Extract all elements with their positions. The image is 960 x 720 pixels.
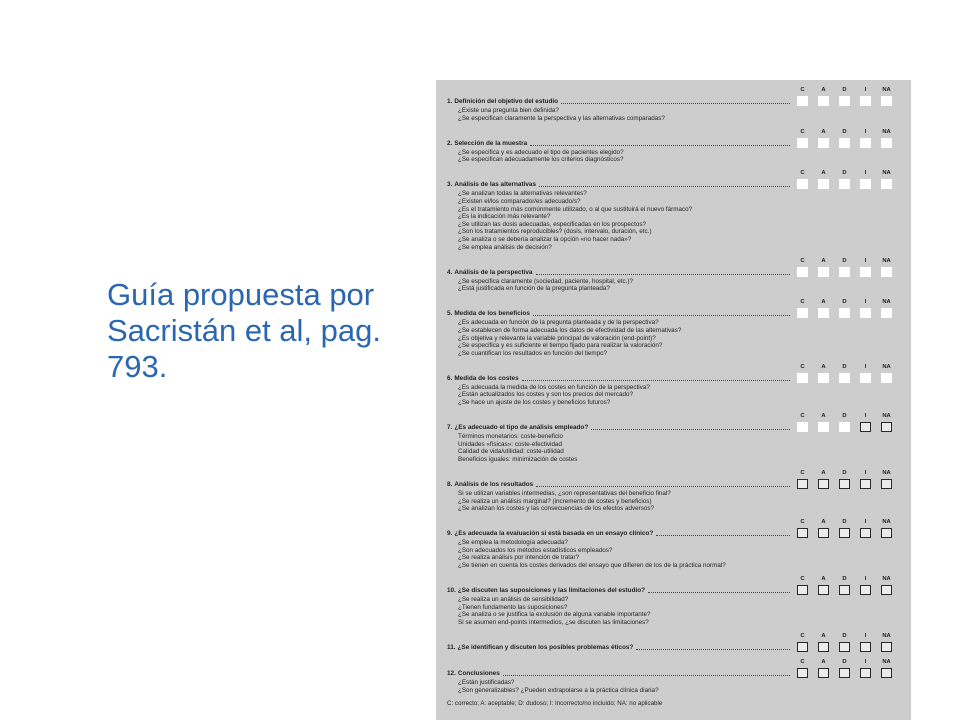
checklist-question: ¿Se especifica claramente (sociedad, paciente, hospital, etc.)? <box>458 277 634 285</box>
rating-checkbox-i <box>860 96 871 106</box>
rating-column-label: I <box>864 257 867 264</box>
rating-column-label: A <box>821 576 826 583</box>
rating-checkbox-i <box>860 668 871 678</box>
rating-column-label: C <box>800 576 805 583</box>
rating-checkbox-i <box>860 528 871 538</box>
checklist-question: ¿Está justificada en función de la pregunta planteada? <box>458 285 610 293</box>
checklist-section <box>436 127 911 164</box>
checklist-section <box>436 297 911 357</box>
rating-column-labels <box>797 168 903 178</box>
rating-checkbox-a <box>818 585 829 595</box>
rating-checkbox-d <box>839 422 850 432</box>
section-title <box>447 139 790 148</box>
rating-checkbox-d <box>839 479 850 489</box>
rating-checkbox-na <box>881 528 892 538</box>
rating-checkboxes <box>797 266 903 278</box>
rating-checkboxes <box>797 584 903 596</box>
rating-checkbox-a <box>818 479 829 489</box>
checklist-question: ¿Se especifica y es suficiente el tiempo fijado para realizar la valoración? <box>458 342 663 350</box>
dotted-leader <box>503 675 790 676</box>
checklist-question: ¿Se establecen de forma adecuada los datos de efectividad de las alternativas? <box>458 326 682 334</box>
rating-column-label: D <box>842 257 847 264</box>
rating-checkboxes <box>797 667 903 679</box>
rating-column-label: C <box>800 519 805 526</box>
rating-column-label: D <box>842 519 847 526</box>
rating-column-label: I <box>864 299 867 306</box>
rating-header <box>436 168 911 178</box>
rating-column-label: A <box>821 632 826 639</box>
section-title-text: Definición del objetivo del estudio <box>454 98 559 105</box>
rating-checkbox-i <box>860 267 871 277</box>
section-title <box>447 643 790 652</box>
checklist-question: ¿Se emplea la metodología adecuada? <box>458 539 568 547</box>
checklist-section <box>436 411 911 463</box>
section-title <box>447 268 790 277</box>
rating-checkbox-na <box>881 138 892 148</box>
dotted-leader <box>656 535 790 536</box>
section-number: 11. <box>447 643 456 651</box>
rating-checkbox-d <box>839 267 850 277</box>
section-number: 7. <box>447 424 453 432</box>
section-title-text: Análisis de las alternativas <box>454 181 537 189</box>
rating-column-label: A <box>821 128 826 135</box>
rating-column-label: C <box>800 659 805 666</box>
section-title-row <box>436 527 911 539</box>
section-title <box>447 180 790 189</box>
dotted-leader <box>636 649 790 650</box>
rating-column-label: NA <box>882 632 891 639</box>
rating-checkbox-a <box>818 267 829 277</box>
section-title-text: ¿Es adecuada la evaluación si está basada en un ensayo clínico? <box>454 530 654 538</box>
rating-column-label: I <box>864 659 867 666</box>
rating-column-label: D <box>842 299 847 306</box>
rating-checkbox-a <box>818 422 829 432</box>
rating-column-labels <box>797 657 903 667</box>
section-number: 4. <box>447 268 453 276</box>
rating-header <box>436 256 911 266</box>
rating-header <box>436 468 911 478</box>
rating-column-label: I <box>864 170 867 177</box>
checklist-section <box>436 362 911 407</box>
rating-header <box>436 631 911 641</box>
section-title-row <box>436 95 911 107</box>
rating-checkbox-i <box>860 373 871 383</box>
rating-checkbox-d <box>839 179 850 189</box>
checklist-question: ¿Se realiza un análisis marginal? (incremento de costes y beneficios) <box>458 497 652 505</box>
checklist-question: ¿Existe una pregunta bien definida? <box>458 107 559 114</box>
slide-caption: Guía propuesta por Sacristán et al, pag. 793. <box>107 277 381 384</box>
section-number: 3. <box>447 181 453 189</box>
rating-legend: C: correcto; A: aceptable; D: dudoso; I: Incorrecto/no incluido; NA: no aplicable <box>447 700 663 708</box>
rating-checkboxes <box>797 137 903 149</box>
rating-column-label: A <box>821 170 826 177</box>
section-number: 1. <box>447 98 453 105</box>
rating-checkbox-c <box>797 422 808 432</box>
rating-header <box>436 362 911 372</box>
section-title <box>447 529 790 538</box>
dotted-leader <box>536 486 790 487</box>
rating-column-labels <box>797 85 903 95</box>
rating-header <box>436 657 911 667</box>
rating-checkboxes <box>797 307 903 319</box>
checklist-question: ¿Se cuantifican los resultados en función del tiempo? <box>458 349 608 357</box>
rating-checkbox-na <box>881 179 892 189</box>
rating-column-label: C <box>800 632 805 639</box>
rating-column-label: C <box>800 299 805 306</box>
section-title <box>447 309 790 318</box>
rating-column-label: NA <box>882 257 891 264</box>
rating-column-label: A <box>821 469 826 476</box>
rating-header <box>436 411 911 421</box>
rating-checkbox-i <box>860 179 871 189</box>
section-title-row <box>436 178 911 190</box>
section-number: 9. <box>447 530 453 538</box>
section-title <box>447 480 790 489</box>
rating-column-label: NA <box>882 170 891 177</box>
rating-checkbox-a <box>818 179 829 189</box>
rating-column-label: D <box>842 363 847 370</box>
rating-column-labels <box>797 411 903 421</box>
rating-checkboxes <box>797 478 903 490</box>
checklist-question: ¿Se hace un ajuste de los costes y beneficios futuros? <box>458 398 611 406</box>
rating-checkboxes <box>797 527 903 539</box>
section-number: 6. <box>447 374 453 382</box>
rating-column-label: I <box>864 519 867 526</box>
rating-column-label: NA <box>882 128 891 135</box>
checklist-sections <box>436 85 911 695</box>
section-title-row <box>436 584 911 596</box>
rating-column-label: D <box>842 659 847 666</box>
rating-checkbox-i <box>860 308 871 318</box>
rating-checkbox-a <box>818 668 829 678</box>
checklist-section <box>436 574 911 626</box>
rating-checkbox-i <box>860 138 871 148</box>
rating-checkbox-d <box>839 138 850 148</box>
section-title-text: ¿Se discuten las suposiciones y las limitaciones del estudio? <box>457 587 646 595</box>
section-title-row <box>436 137 911 149</box>
checklist-question: ¿Están actualizados los costes y son los precios del mercado? <box>458 391 633 399</box>
section-title-text: Conclusiones <box>457 670 500 678</box>
rating-column-label: C <box>800 87 805 93</box>
section-title-row <box>436 307 911 319</box>
rating-checkbox-d <box>839 668 850 678</box>
rating-column-labels <box>797 256 903 266</box>
rating-checkbox-i <box>860 585 871 595</box>
checklist-question: ¿Se analiza o se debería analizar la opción «no hacer nada»? <box>458 235 632 243</box>
rating-column-label: D <box>842 170 847 177</box>
rating-checkbox-c <box>797 479 808 489</box>
checklist-question: ¿Son adecuados los métodos estadísticos empleados? <box>458 546 613 554</box>
checklist-section <box>436 468 911 513</box>
rating-checkbox-a <box>818 96 829 106</box>
checklist-question: ¿Se emplea análisis de decisión? <box>458 243 552 251</box>
checklist-section <box>436 168 911 251</box>
rating-column-label: NA <box>882 299 891 306</box>
checklist-question: ¿Es la indicación más relevante? <box>458 213 551 221</box>
dotted-leader <box>533 315 790 316</box>
section-title <box>447 586 790 595</box>
rating-checkbox-c <box>797 668 808 678</box>
rating-checkbox-d <box>839 308 850 318</box>
rating-column-label: I <box>864 632 867 639</box>
checklist-section <box>436 631 911 653</box>
checklist-section <box>436 256 911 293</box>
section-number: 8. <box>447 480 453 488</box>
rating-column-labels <box>797 127 903 137</box>
rating-column-label: A <box>821 519 826 526</box>
rating-column-label: A <box>821 363 826 370</box>
rating-checkbox-c <box>797 267 808 277</box>
rating-checkbox-d <box>839 642 850 652</box>
checklist-question: ¿Existen el/los comparador/es adecuado/s? <box>458 197 581 205</box>
checklist-question: ¿Es objetiva y relevante la variable principal de valoración (end-point)? <box>458 334 656 342</box>
rating-checkbox-c <box>797 96 808 106</box>
rating-column-label: NA <box>882 659 891 666</box>
dotted-leader <box>591 429 790 430</box>
rating-checkbox-c <box>797 138 808 148</box>
checklist-question: Beneficios iguales: minimización de costes <box>458 455 578 463</box>
rating-header <box>436 517 911 527</box>
rating-checkboxes <box>797 421 903 433</box>
checklist-section <box>436 517 911 569</box>
rating-checkboxes <box>797 95 903 107</box>
checklist-question: ¿Se especifica y es adecuado el tipo de pacientes elegido? <box>458 148 624 156</box>
rating-column-label: C <box>800 413 805 420</box>
dotted-leader <box>539 186 790 187</box>
section-title <box>447 97 790 106</box>
rating-column-label: A <box>821 299 826 306</box>
rating-checkbox-i <box>860 422 871 432</box>
rating-column-label: A <box>821 413 826 420</box>
section-title-text: Medida de los costes <box>454 374 519 382</box>
rating-column-labels <box>797 574 903 584</box>
checklist-question: ¿Es el tratamiento más comúnmente utilizado, o al que sustituirá el nuevo fármaco? <box>458 205 693 213</box>
rating-checkbox-na <box>881 585 892 595</box>
rating-checkbox-i <box>860 642 871 652</box>
dotted-leader <box>536 274 791 275</box>
rating-column-label: NA <box>882 519 891 526</box>
rating-column-label: C <box>800 469 805 476</box>
rating-checkbox-na <box>881 479 892 489</box>
section-title-row <box>436 641 911 653</box>
section-title-text: Análisis de los resultados <box>454 480 534 488</box>
rating-column-labels <box>797 517 903 527</box>
checklist-question: ¿Se realiza análisis por intención de tratar? <box>458 554 580 562</box>
checklist-question: ¿Se utilizan las dosis adecuadas, especificadas en los prospectos? <box>458 220 646 228</box>
rating-column-label: I <box>864 363 867 370</box>
rating-checkbox-na <box>881 668 892 678</box>
section-title <box>447 669 790 678</box>
rating-column-labels <box>797 297 903 307</box>
rating-checkbox-d <box>839 373 850 383</box>
rating-checkboxes <box>797 641 903 653</box>
rating-checkbox-d <box>839 585 850 595</box>
checklist-question: ¿Se especifican claramente la perspectiva y las alternativas comparadas? <box>458 114 665 122</box>
rating-column-label: I <box>864 87 867 93</box>
rating-column-labels <box>797 362 903 372</box>
rating-checkbox-a <box>818 308 829 318</box>
rating-checkbox-d <box>839 528 850 538</box>
checklist-question: ¿Es adecuada en función de la pregunta planteada y de la perspectiva? <box>458 319 659 327</box>
section-title-text: Selección de la muestra <box>454 139 528 147</box>
checklist-question: Calidad de vida/utilidad: coste-utilidad <box>458 448 564 456</box>
section-number: 5. <box>447 310 453 318</box>
section-title-row <box>436 372 911 384</box>
rating-header <box>436 574 911 584</box>
rating-checkbox-na <box>881 96 892 106</box>
rating-checkboxes <box>797 178 903 190</box>
rating-column-label: I <box>864 413 867 420</box>
rating-column-label: A <box>821 87 826 93</box>
rating-checkbox-c <box>797 179 808 189</box>
rating-checkbox-a <box>818 528 829 538</box>
rating-column-label: I <box>864 576 867 583</box>
rating-column-label: C <box>800 128 805 135</box>
dotted-leader <box>522 380 790 381</box>
rating-column-label: NA <box>882 363 891 370</box>
section-title-row <box>436 478 911 490</box>
section-title <box>447 423 790 432</box>
rating-column-label: NA <box>882 413 891 420</box>
rating-column-label: D <box>842 128 847 135</box>
rating-column-label: C <box>800 170 805 177</box>
rating-checkboxes <box>797 372 903 384</box>
rating-column-label: NA <box>882 469 891 476</box>
rating-column-label: I <box>864 469 867 476</box>
rating-checkbox-c <box>797 373 808 383</box>
rating-column-label: D <box>842 469 847 476</box>
checklist-question: ¿Se especifican adecuadamente los criterios diagnósticos? <box>458 156 624 164</box>
rating-checkbox-i <box>860 479 871 489</box>
checklist-question: ¿Se analizan los costes y las consecuencias de los efectos adversos? <box>458 505 655 513</box>
rating-column-label: NA <box>882 576 891 583</box>
rating-checkbox-na <box>881 308 892 318</box>
section-title-row <box>436 667 911 679</box>
section-number: 12. <box>447 670 456 678</box>
dotted-leader <box>648 592 790 593</box>
rating-checkbox-c <box>797 642 808 652</box>
rating-checkbox-a <box>818 373 829 383</box>
rating-column-label: D <box>842 576 847 583</box>
section-title <box>447 374 790 383</box>
rating-checkbox-a <box>818 138 829 148</box>
rating-checkbox-c <box>797 528 808 538</box>
section-title-text: Medida de los beneficios <box>454 310 530 318</box>
rating-header <box>436 127 911 137</box>
checklist-question: ¿Se realiza un análisis de sensibilidad? <box>458 596 569 604</box>
checklist-question: ¿Son los tratamientos reproducibles? (dosis, intervalo, duración, etc.) <box>458 228 652 236</box>
checklist-question: ¿Son generalizables? ¿Pueden extrapolarse a la práctica clínica diaria? <box>458 687 659 695</box>
checklist-question: Unidades «físicas»: coste-efectividad <box>458 440 562 448</box>
section-title-text: ¿Se identifican y discuten los posibles problemas éticos? <box>457 643 634 651</box>
rating-column-label: I <box>864 128 867 135</box>
rating-column-label: D <box>842 413 847 420</box>
rating-column-labels <box>797 631 903 641</box>
rating-checkbox-na <box>881 267 892 277</box>
checklist-question: ¿Es adecuada la medida de los costes en función de la perspectiva? <box>458 383 650 391</box>
rating-checkbox-c <box>797 308 808 318</box>
checklist-scan <box>436 80 911 720</box>
rating-checkbox-a <box>818 642 829 652</box>
dotted-leader <box>561 103 790 104</box>
rating-column-label: A <box>821 257 826 264</box>
section-number: 10. <box>447 587 456 595</box>
rating-checkbox-na <box>881 642 892 652</box>
rating-checkbox-d <box>839 96 850 106</box>
rating-column-label: NA <box>882 87 891 93</box>
checklist-question: Si se utilizan variables intermedias, ¿son representativas del beneficio final? <box>458 489 671 497</box>
section-number: 2. <box>447 139 453 147</box>
section-title-text: Análisis de la perspectiva <box>454 268 533 276</box>
rating-header <box>436 297 911 307</box>
section-title-row <box>436 421 911 433</box>
checklist-question: ¿Tienen fundamento las suposiciones? <box>458 603 568 611</box>
checklist-question: Términos monetarios: coste-beneficio <box>458 433 563 441</box>
section-title-text: ¿Es adecuado el tipo de análisis empleado? <box>454 424 589 432</box>
checklist-question: ¿Están justificadas? <box>458 679 515 687</box>
rating-checkbox-c <box>797 585 808 595</box>
section-title-row <box>436 266 911 278</box>
dotted-leader <box>530 145 790 146</box>
rating-column-label: C <box>800 257 805 264</box>
rating-checkbox-na <box>881 422 892 432</box>
rating-column-label: D <box>842 87 847 93</box>
rating-header <box>436 85 911 95</box>
checklist-question: ¿Se analizan todas la alternativas relevantes? <box>458 190 587 198</box>
checklist-section <box>436 657 911 694</box>
checklist-question: ¿Se tienen en cuenta los costes derivados del ensayo que difieren de los de la práctica normal? <box>458 562 726 569</box>
rating-checkbox-na <box>881 373 892 383</box>
rating-column-label: A <box>821 659 826 666</box>
checklist-question: ¿Se analiza o se justifica la exclusión de alguna variable importante? <box>458 611 651 619</box>
rating-column-label: C <box>800 363 805 370</box>
rating-column-label: D <box>842 632 847 639</box>
checklist-question: Si se asumen end-points intermedios, ¿se discuten las limitaciones? <box>458 618 649 626</box>
rating-column-labels <box>797 468 903 478</box>
checklist-section <box>436 85 911 122</box>
